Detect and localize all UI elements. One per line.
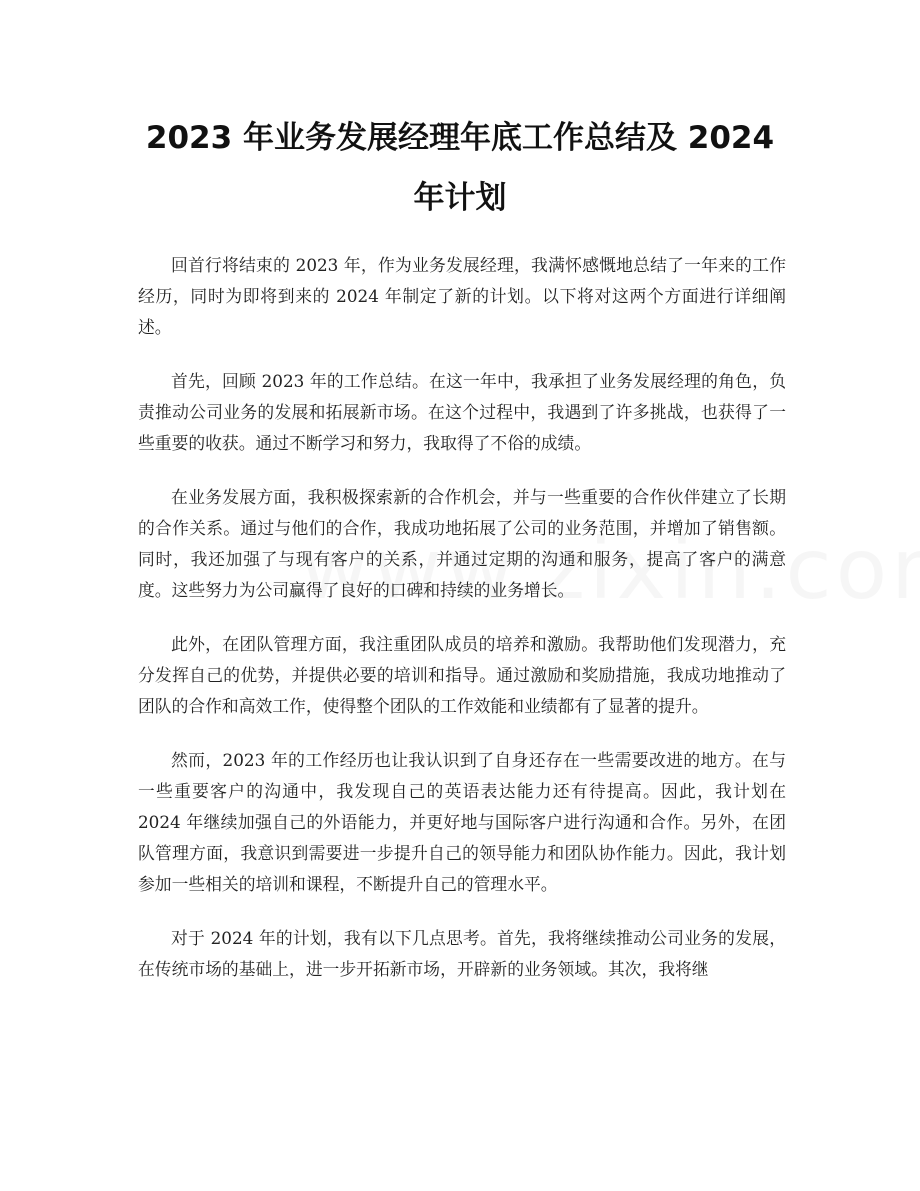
title-line-2: 年计划	[413, 180, 507, 216]
title-line-1: 2023 年业务发展经理年底工作总结及 2024	[145, 120, 775, 156]
document-body	[138, 250, 786, 1008]
paragraph-plan-2024: 对于 2024 年的计划，我有以下几点思考。首先，我将继续推动公司业务的发展，在传统市场的基础上，进一步开拓新市场，开辟新的业务领域。其次，我将继	[138, 928, 786, 979]
paragraph-team-management: 此外，在团队管理方面，我注重团队成员的培养和激励。我帮助他们发现潜力，充分发挥自己的优势，并提供必要的培训和指导。通过激励和奖励措施，我成功地推动了团队的合作和高效工作，使得整个团队的工作效能和业绩都有了显著的提升。	[138, 634, 786, 716]
paragraph-business-development: 在业务发展方面，我积极探索新的合作机会，并与一些重要的合作伙伴建立了长期的合作关系。通过与他们的合作，我成功地拓展了公司的业务范围，并增加了销售额。同时，我还加强了与现有客户的关系，并通过定期的沟通和服务，提高了客户的满意度。这些努力为公司赢得了良好的口碑和持续的业务增长。	[138, 487, 786, 600]
paragraph-intro: 回首行将结束的 2023 年，作为业务发展经理，我满怀感慨地总结了一年来的工作经历，同时为即将到来的 2024 年制定了新的计划。以下将对这两个方面进行详细阐述。	[138, 255, 786, 337]
paragraph-review-2023: 首先，回顾 2023 年的工作总结。在这一年中，我承担了业务发展经理的角色，负责推动公司业务的发展和拓展新市场。在这个过程中，我遇到了许多挑战，也获得了一些重要的收获。通过不断学习和努力，我取得了不俗的成绩。	[138, 371, 786, 453]
paragraph-improvements: 然而，2023 年的工作经历也让我认识到了自身还存在一些需要改进的地方。在与一些重要客户的沟通中，我发现自己的英语表达能力还有待提高。因此，我计划在 2024 年继续加强自己的外语能力，并更好地与国际客户进行沟通和合作。另外，在团队管理方面，我意识到需要进一步提升自己的领导能力和团队协作能力。因此，我计划参加一些相关的培训和课程，不断提升自己的管理水平。	[138, 750, 786, 894]
document-title	[130, 108, 790, 228]
